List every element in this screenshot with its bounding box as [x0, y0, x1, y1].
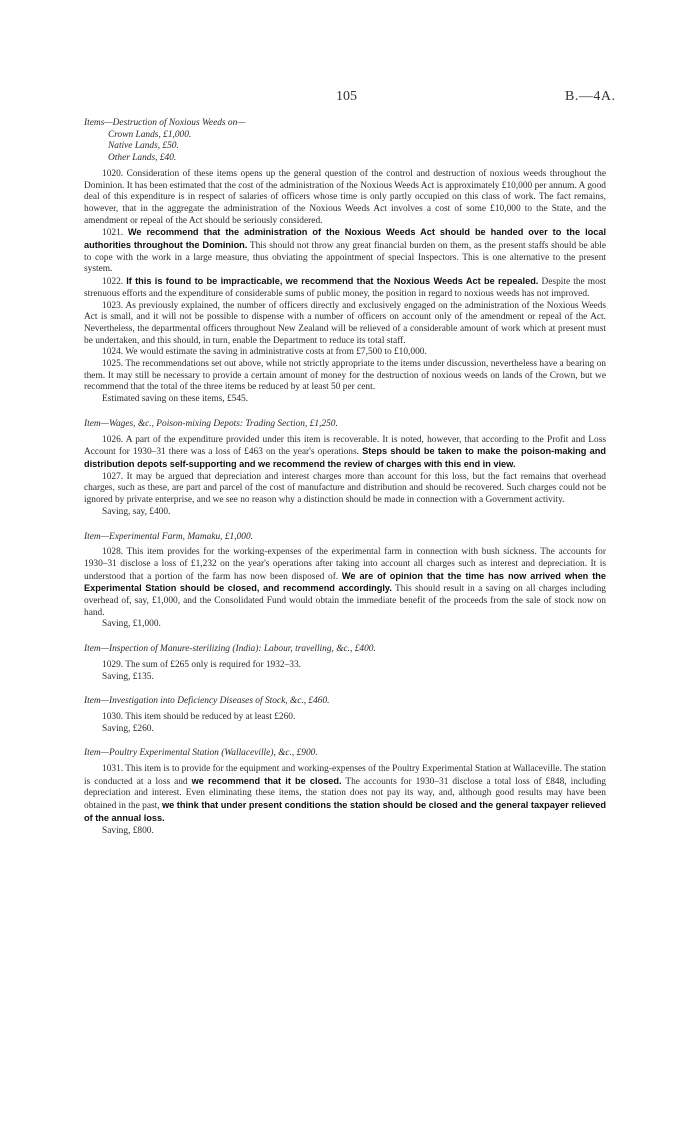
paragraph-number: 1022.: [102, 277, 124, 288]
paragraph-1021: [84, 227, 606, 276]
paragraph-text: This should result in a saving on all charges including overhead of, say, £1,000, and the Consolidated Fund would obtain the immediate benefit of the proceeds from the sale of stock now on hand.: [84, 584, 606, 618]
section-poultry-station: [84, 748, 606, 837]
paragraph-text: 1026. A part of the expenditure provided under this item is recoverable. It is noted, however, that according to the Profit and Loss Account for 1930–31 there was a loss of £463 on the year's operations.: [84, 434, 606, 458]
paragraph-1029: 1029. The sum of £265 only is required for 1932–33.: [102, 659, 302, 670]
section-heading: Items—Destruction of Noxious Weeds on—: [84, 118, 246, 128]
saving-line: Estimated saving on these items, £545.: [102, 394, 249, 405]
section-heading: Item—Wages, &c., Poison-mixing Depots: Trading Section, £1,250.: [84, 418, 338, 429]
recommendation-text: Steps should be taken to make the poison-making and distribution depots self-supporting and we recommend the review of charges with this end in view.: [84, 446, 607, 469]
saving-line: Saving, say, £400.: [102, 506, 171, 517]
section-heading: Item—Investigation into Deficiency Diseases of Stock, &c., £460.: [84, 696, 330, 707]
recommendation-text: We recommend that the administration of the Noxious Weeds Act should be handed over to the local authorities throughout the Dominion.: [84, 227, 607, 251]
section-heading: Item—Poultry Experimental Station (Wallaceville), &c., £900.: [84, 748, 318, 759]
saving-line: Saving, £260.: [102, 723, 154, 734]
paragraph-1030: 1030. This item should be reduced by at least £260.: [102, 711, 296, 722]
paragraph-1025: 1025. The recommendations set out above, while not strictly appropriate to the items under discussion, nevertheless have a bearing on them. It may still be necessary to provide a certain amount of money for the destruction of noxious weeds on lands of the Crown, but we recommend that the total of the three items be reduced by at least 50 per cent.: [84, 359, 606, 393]
section-experimental-farm: [84, 532, 606, 632]
recommendation-text: If this is found to be impracticable, we recommend that the Noxious Weeds Act be repealed.: [126, 276, 539, 287]
recommendation-text: we think that under present conditions the station should be closed and the general taxpayer relieved of the annual loss.: [84, 800, 606, 823]
paragraph-text: This should not throw any great financial burden on them, as the present staffs should be able to cope with the work in a large measure, thus obviating the appointment of special Inspectors. This is one alternative to the present system.: [84, 241, 606, 275]
page-number: 105: [336, 89, 357, 104]
section-poison-depots: [84, 419, 606, 519]
paragraph-1028: [84, 547, 606, 619]
section-noxious-weeds: [84, 118, 606, 406]
paragraph-1023: 1023. As previously explained, the number of officers directly and exclusively engaged on the administration of the Noxious Weeds Act is small, and it will not be possible to dispense with a number of officers on account only of the amendment or repeal of the Act. Nevertheless, the departmental officers throughout New Zealand will be relieved of a considerable amount of work which at present must be undertaken, and this should, in turn, enable the Department to reduce its total staff.: [84, 300, 606, 346]
sub-item-crown-lands: Crown Lands, £1,000.: [108, 129, 192, 140]
paragraph-1020: 1020. Consideration of these items opens up the general question of the control and destruction of noxious weeds throughout the Dominion. It has been estimated that the cost of the administration of the Noxious Weeds Act is approximately £10,000 per annum. A good deal of this expenditure is in respect of salaries of officers whose time is only partly occupied on this class of work. The fact remains, however, that in the aggregate the administration of the Noxious Weeds Act involves a cost of some £10,000 to the State, and the amendment or repeal of the Act should be seriously considered.: [84, 168, 606, 226]
section-heading: Item—Inspection of Manure-sterilizing (India): Labour, travelling, &c., £400.: [84, 644, 376, 655]
saving-line: Saving, £135.: [102, 671, 154, 682]
paragraph-text: Despite the most strenuous efforts and the expenditure of considerable sums of public money, the position in regard to noxious weeds has not improved.: [84, 277, 607, 299]
paragraph-1026: [84, 435, 606, 472]
section-manure-inspection: [84, 644, 606, 683]
saving-line: Saving, £800.: [102, 825, 154, 836]
paragraph-text: 1031. This item is to provide for the equipment and working-expenses of the Poultry Experimental Station at Wallaceville. The station is conducted at a loss and: [84, 764, 606, 787]
sub-item-native-lands: Native Lands, £50.: [108, 141, 179, 152]
saving-line: Saving, £1,000.: [102, 619, 161, 630]
paragraph-number: 1021.: [102, 228, 124, 239]
recommendation-text: we recommend that it be closed.: [191, 775, 342, 786]
page-body: [84, 118, 606, 837]
paragraph-text: 1028. This item provides for the working-expenses of the experimental farm in connection with bush sickness. The accounts for 1930–31 disclose a loss of £1,232 on the year's operations after taking into account all charges such as interest and depreciation. It is understood that a portion of the farm has now been disposed of.: [84, 547, 606, 582]
document-reference: B.—4A.: [565, 89, 616, 104]
section-heading: Item—Experimental Farm, Mamaku, £1,000.: [84, 531, 253, 542]
paragraph-text: The accounts for 1930–31 disclose a total loss of £848, including depreciation and interest. Even eliminating these items, the station does not pay its way, and, although good results may have been obtained in the past,: [84, 776, 606, 812]
paragraph-1031: [84, 764, 606, 826]
sub-item-other-lands: Other Lands, £40.: [108, 153, 177, 164]
paragraph-1022: [84, 276, 606, 300]
recommendation-text: We are of opinion that the time has now arrived when the Experimental Station should be closed, and recommend accordingly.: [84, 570, 607, 594]
paragraph-1024: 1024. We would estimate the saving in administrative costs at from £7,500 to £10,000.: [102, 347, 427, 358]
paragraph-1027: 1027. It may be argued that depreciation and interest charges more than account for this loss, but the fact remains that overhead charges, such as these, are part and parcel of the cost of manufacture and distribution and should be recovered. Such charges could not be ignored by private enterprise, and we see no reason why a distinction should be made in connection with a Government activity.: [84, 471, 606, 506]
section-deficiency-diseases: [84, 696, 606, 735]
